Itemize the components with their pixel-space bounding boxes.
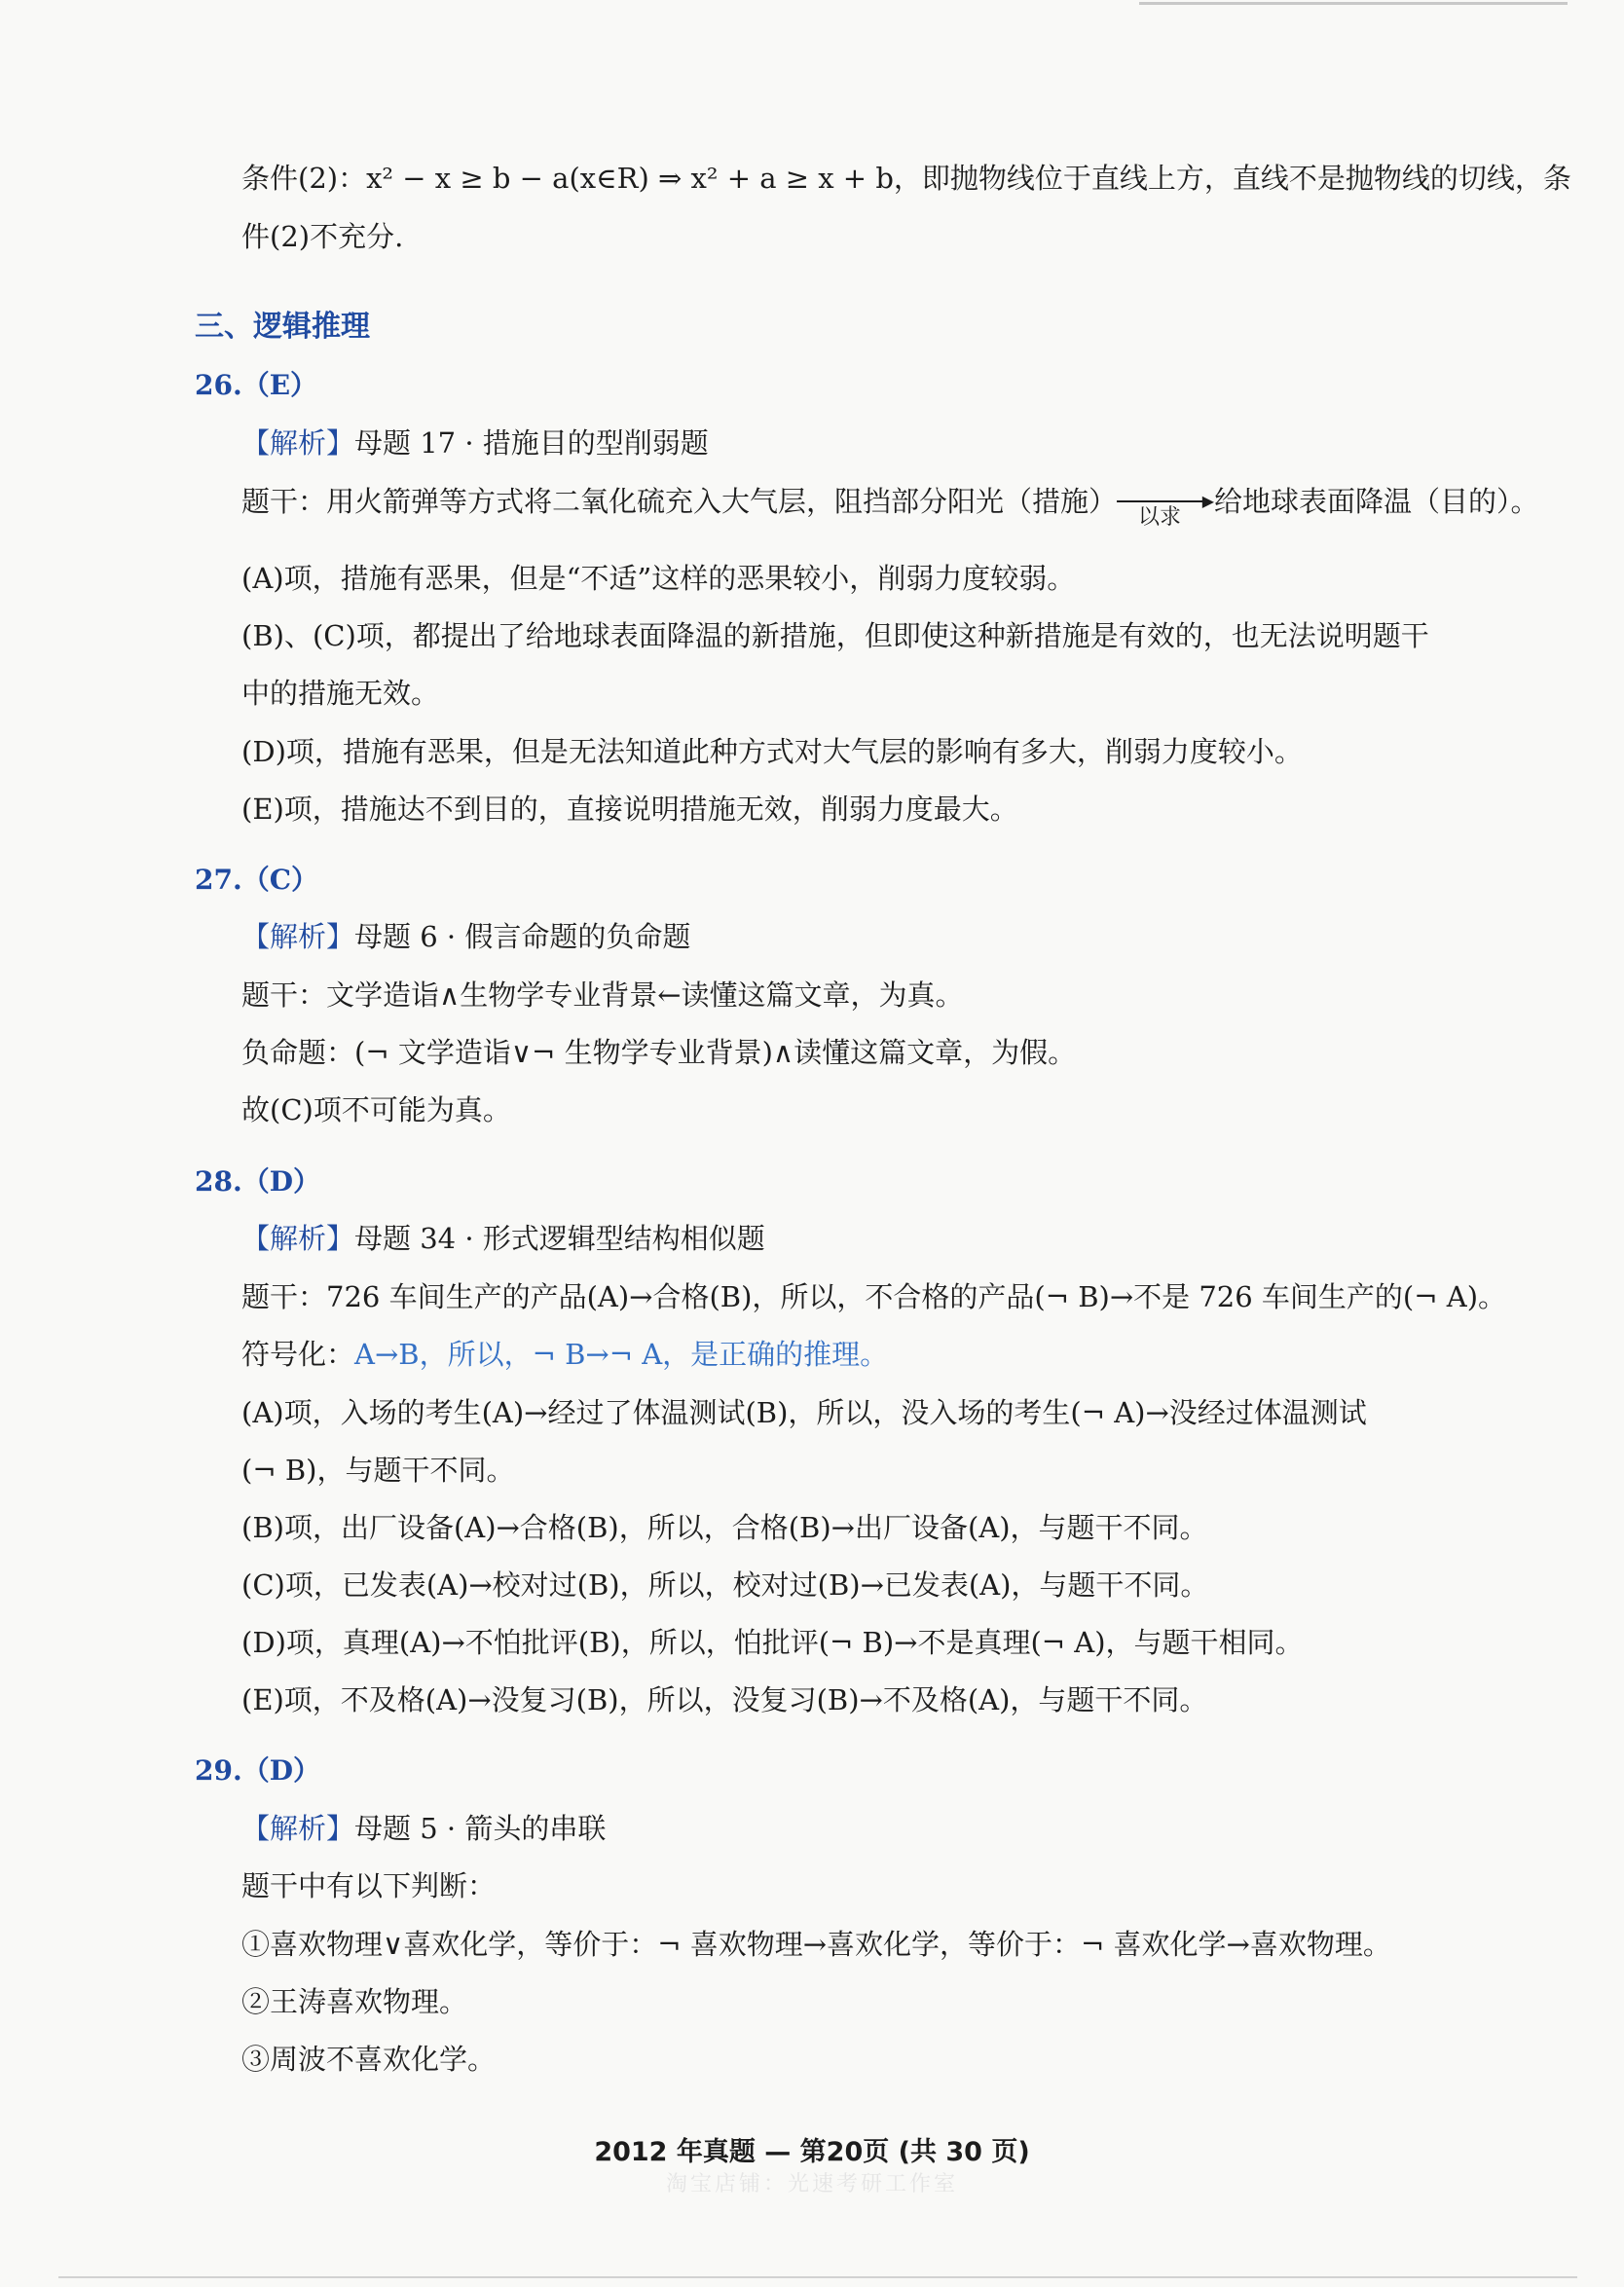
q28-line-d: (D)项，真理(A)→不怕批评(B)，所以，怕批评(¬ B)→不是真理(¬ A)，与题干相同。 [241, 1626, 1304, 1659]
q28-line-a-cont: (¬ B)，与题干不同。 [241, 1454, 515, 1487]
symbol-text: A→B，所以，¬ B→¬ A，是正确的推理。 [354, 1338, 889, 1371]
q26-line-d: (D)项，措施有恶果，但是无法知道此种方式对大气层的影响有多大，削弱力度较小。 [241, 735, 1303, 768]
question-29-analysis-header [241, 1811, 1507, 1846]
q28-line-e: (E)项，不及格(A)→没复习(B)，所以，没复习(B)→不及格(A)，与题干不同。 [241, 1683, 1208, 1716]
question-26-number: 26.（E） [195, 369, 318, 401]
analysis-title: 母题 5 · 箭头的串联 [354, 1812, 607, 1845]
arrow-icon: ▶ 以求 [1117, 486, 1214, 521]
bottom-rule [58, 2276, 1577, 2278]
question-27-number: 27.（C） [195, 864, 318, 896]
section-title: 三、逻辑推理 [195, 310, 370, 344]
q29-judgement-3: ③周波不喜欢化学。 [241, 2043, 497, 2076]
question-28-number: 28.（D） [195, 1165, 320, 1198]
analysis-tag: 【解析】 [241, 426, 355, 460]
condition2-line2: 件(2)不充分. [241, 220, 404, 253]
q27-stem: 题干：文学造诣∧生物学专业背景←读懂这篇文章，为真。 [241, 978, 964, 1012]
q26-line-a: (A)项，措施有恶果，但是“不适”这样的恶果较小，削弱力度较弱。 [241, 562, 1076, 595]
analysis-tag: 【解析】 [241, 1222, 355, 1255]
q27-negation: 负命题：(¬ 文学造诣∨¬ 生物学专业背景)∧读懂这篇文章，为假。 [241, 1036, 1077, 1069]
q28-stem: 题干：726 车间生产的产品(A)→合格(B)，所以，不合格的产品(¬ B)→不是 726 车间生产的(¬ A)。 [241, 1280, 1507, 1313]
q29-judgement-2: ②王涛喜欢物理。 [241, 1985, 468, 2018]
stem-text-a: 题干：用火箭弹等方式将二氧化硫充入大气层，阻挡部分阳光（措施） [241, 485, 1118, 518]
analysis-tag: 【解析】 [241, 920, 355, 953]
analysis-title: 母题 6 · 假言命题的负命题 [354, 920, 691, 953]
q26-line-e: (E)项，措施达不到目的，直接说明措施无效，削弱力度最大。 [241, 793, 1018, 826]
arrow-label: 以求 [1138, 505, 1182, 530]
question-26-analysis-header [241, 425, 1507, 461]
q26-line-bc: (B)、(C)项，都提出了给地球表面降温的新措施，但即使这种新措施是有效的，也无法说明题干 [241, 619, 1429, 652]
q29-intro: 题干中有以下判断： [241, 1869, 497, 1902]
q28-line-a: (A)项，入场的考生(A)→经过了体温测试(B)，所以，没入场的考生(¬ A)→没经过体温测试 [241, 1396, 1367, 1429]
analysis-title: 母题 17 · 措施目的型削弱题 [354, 426, 709, 460]
question-29-number: 29.（D） [195, 1754, 320, 1787]
top-rule [1139, 2, 1568, 5]
question-27-analysis-header [241, 919, 1507, 954]
question-28-analysis-header [241, 1221, 1507, 1256]
analysis-tag: 【解析】 [241, 1812, 355, 1845]
q29-judgement-1: ①喜欢物理∨喜欢化学，等价于：¬ 喜欢物理→喜欢化学，等价于：¬ 喜欢化学→喜欢物理。 [241, 1928, 1391, 1961]
page-footer: 2012 年真题 — 第20页 (共 30 页) [594, 2137, 1030, 2167]
stem-text-b: 给地球表面降温（目的）。 [1214, 485, 1539, 518]
symbol-label: 符号化： [241, 1338, 355, 1371]
condition2-line1: 条件(2)：x² − x ≥ b − a(x∈R) ⇒ x² + a ≥ x + b，即抛物线位于直线上方，直线不是抛物线的切线，条 [241, 162, 1571, 195]
q28-line-c: (C)项，已发表(A)→校对过(B)，所以，校对过(B)→已发表(A)，与题干不同。 [241, 1568, 1209, 1602]
q27-conclusion: 故(C)项不可能为真。 [241, 1093, 511, 1126]
watermark: 淘宝店铺：光速考研工作室 [665, 2172, 958, 2196]
q28-symbolization [241, 1337, 1507, 1372]
q28-line-b: (B)项，出厂设备(A)→合格(B)，所以，合格(B)→出厂设备(A)，与题干不同。 [241, 1511, 1208, 1544]
q26-line-bc-cont: 中的措施无效。 [241, 677, 440, 710]
question-26-stem [241, 484, 1539, 530]
analysis-title: 母题 34 · 形式逻辑型结构相似题 [354, 1222, 765, 1255]
